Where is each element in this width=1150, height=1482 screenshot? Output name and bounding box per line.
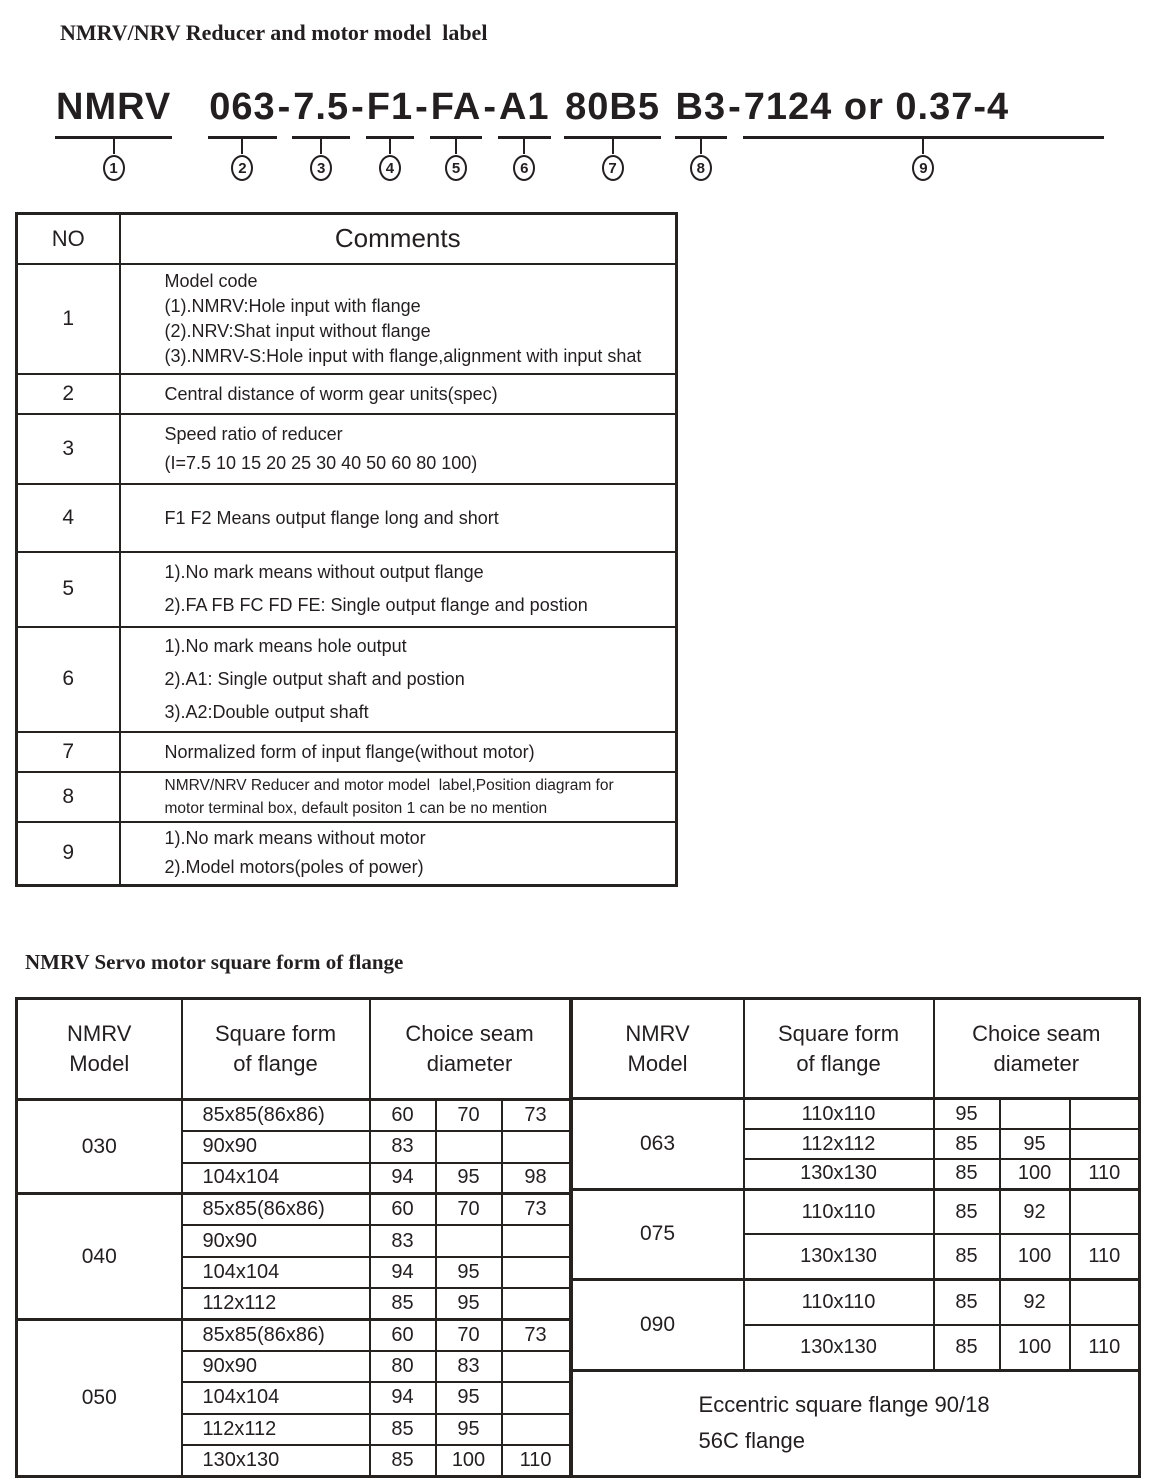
table-row	[17, 484, 677, 552]
diameter-cell: 83	[436, 1351, 502, 1382]
model-cell: 090	[572, 1280, 744, 1370]
table-row	[572, 1280, 1140, 1325]
header-line: NMRV	[625, 1020, 690, 1046]
marker-tick	[700, 139, 702, 154]
marker-circle: 7	[602, 155, 624, 181]
diameter-cell	[1070, 1129, 1140, 1159]
marker-circle: 4	[379, 155, 401, 181]
comment-line: Speed ratio of reducer	[164, 423, 343, 444]
table-row	[17, 772, 677, 822]
diameter-cell: 60	[370, 1320, 436, 1351]
model-segment	[208, 84, 276, 181]
table-row	[17, 414, 677, 484]
model-segment	[430, 84, 483, 181]
table-row	[17, 732, 677, 772]
model-cell: 050	[17, 1320, 182, 1477]
row-no: 3	[17, 414, 120, 484]
flange-cell: 85x85(86x86)	[182, 1100, 370, 1131]
marker-circle: 3	[310, 155, 332, 181]
model-segment-text: 80B5	[564, 84, 661, 139]
flange-table	[15, 997, 1141, 1478]
diameter-cell: 85	[934, 1280, 1000, 1325]
comment-line: NMRV/NRV Reducer and motor model label,Position diagram for	[164, 776, 614, 794]
diameter-cell: 110	[502, 1445, 570, 1476]
header-line: Model	[69, 1051, 130, 1077]
footer-note-line: 56C flange	[698, 1428, 805, 1454]
table-row	[17, 264, 677, 374]
diameter-cell	[502, 1131, 570, 1162]
comment-line: (1).NMRV:Hole input with flange	[164, 295, 421, 316]
diameter-cell: 95	[436, 1257, 502, 1288]
col-header-flange	[182, 999, 370, 1100]
row-no: 9	[17, 822, 120, 886]
table-row	[17, 822, 677, 886]
col-header-model	[572, 999, 744, 1099]
table-row	[17, 1100, 570, 1131]
col-header-flange	[744, 999, 934, 1099]
model-segment-text: F1	[366, 84, 414, 139]
comment-line: 2).A1: Single output shaft and postion	[164, 668, 465, 689]
diameter-cell: 73	[502, 1320, 570, 1351]
table-row	[17, 1320, 570, 1351]
marker-tick	[320, 139, 322, 154]
flange-cell: 85x85(86x86)	[182, 1194, 370, 1225]
diameter-cell: 110	[1070, 1159, 1140, 1189]
model-separator-text	[551, 84, 565, 136]
diameter-cell: 92	[1000, 1189, 1070, 1234]
model-separator-text	[661, 84, 675, 136]
flange-cell: 104x104	[182, 1257, 370, 1288]
model-separator	[551, 84, 565, 136]
marker-tick	[612, 139, 614, 154]
comments-table	[15, 212, 678, 887]
model-segment	[564, 84, 661, 181]
flange-cell: 112x112	[182, 1288, 370, 1319]
model-separator	[727, 84, 743, 136]
diameter-cell	[436, 1131, 502, 1162]
table-row	[572, 1099, 1140, 1129]
row-comment	[120, 732, 677, 772]
row-comment	[120, 822, 677, 886]
model-separator	[350, 84, 366, 136]
diameter-cell: 85	[370, 1445, 436, 1476]
model-cell: 063	[572, 1099, 744, 1189]
row-no: 7	[17, 732, 120, 772]
diameter-cell	[502, 1351, 570, 1382]
header-line: Square form	[777, 1020, 900, 1046]
diameter-cell: 70	[436, 1194, 502, 1225]
row-comment	[120, 374, 677, 414]
table-row	[17, 627, 677, 732]
marker-tick	[113, 139, 115, 154]
model-cell: 030	[17, 1100, 182, 1194]
flange-cell: 104x104	[182, 1163, 370, 1194]
diameter-cell: 85	[934, 1159, 1000, 1189]
diameter-cell: 70	[436, 1100, 502, 1131]
table-row	[572, 1189, 1140, 1234]
model-separator-text: -	[728, 86, 742, 128]
diameter-cell	[502, 1225, 570, 1256]
model-segment-text: NMRV	[55, 84, 172, 139]
diameter-cell: 85	[934, 1234, 1000, 1279]
diameter-cell: 94	[370, 1382, 436, 1413]
diameter-cell: 60	[370, 1194, 436, 1225]
model-segment-text: FA	[430, 84, 483, 139]
marker-circle: 6	[513, 155, 535, 181]
header-line: Choice seam	[972, 1020, 1101, 1046]
col-header-seam	[370, 999, 570, 1100]
diameter-cell: 110	[1070, 1234, 1140, 1279]
flange-cell: 90x90	[182, 1225, 370, 1256]
flange-cell: 112x112	[182, 1414, 370, 1445]
header-line: Model	[627, 1050, 688, 1076]
row-comment	[120, 627, 677, 732]
diameter-cell: 95	[1000, 1129, 1070, 1159]
diameter-cell: 83	[370, 1225, 436, 1256]
row-no: 5	[17, 552, 120, 627]
model-separator	[172, 84, 208, 90]
diameter-cell: 98	[502, 1163, 570, 1194]
flange-cell: 110x110	[744, 1189, 934, 1234]
flange-cell: 110x110	[744, 1099, 934, 1129]
model-segment-text: B3	[675, 84, 728, 139]
marker-tick	[455, 139, 457, 154]
header-line: of flange	[796, 1050, 881, 1076]
flange-cell: 112x112	[744, 1129, 934, 1159]
diameter-cell	[1070, 1099, 1140, 1129]
col-header-no: NO	[17, 214, 120, 264]
row-no: 6	[17, 627, 120, 732]
table-row	[17, 552, 677, 627]
row-no: 8	[17, 772, 120, 822]
model-segment	[675, 84, 728, 181]
flange-table-right	[571, 997, 1142, 1478]
flange-cell: 104x104	[182, 1382, 370, 1413]
flange-cell: 130x130	[744, 1159, 934, 1189]
comment-line: 1).No mark means without motor	[164, 828, 426, 849]
row-no: 1	[17, 264, 120, 374]
header-line: Choice seam	[405, 1021, 534, 1047]
diameter-cell: 85	[370, 1288, 436, 1319]
header-line: Square form	[214, 1021, 337, 1047]
flange-cell: 130x130	[744, 1325, 934, 1370]
col-header-seam	[934, 999, 1140, 1099]
comment-line: 2).FA FB FC FD FE: Single output flange and postion	[164, 595, 588, 615]
row-comment	[120, 772, 677, 822]
header-line: diameter	[426, 1051, 513, 1077]
table-header-row	[17, 214, 677, 264]
marker-circle: 2	[231, 155, 253, 181]
model-cell: 040	[17, 1194, 182, 1320]
diameter-cell: 95	[436, 1288, 502, 1319]
diameter-cell	[436, 1225, 502, 1256]
diameter-cell	[502, 1257, 570, 1288]
flange-cell: 130x130	[744, 1234, 934, 1279]
diameter-cell: 100	[1000, 1159, 1070, 1189]
marker-circle: 1	[103, 155, 125, 181]
diameter-cell: 73	[502, 1194, 570, 1225]
diameter-cell: 100	[436, 1445, 502, 1476]
header-line: of flange	[233, 1051, 318, 1077]
diameter-cell: 95	[934, 1099, 1000, 1129]
diameter-cell: 85	[370, 1414, 436, 1445]
diameter-cell: 60	[370, 1100, 436, 1131]
flange-cell: 90x90	[182, 1131, 370, 1162]
model-segment-text: 7.5	[292, 84, 350, 139]
diameter-cell: 73	[502, 1100, 570, 1131]
diameter-cell: 110	[1070, 1325, 1140, 1370]
model-separator-text: -	[351, 86, 365, 128]
diameter-cell: 95	[436, 1382, 502, 1413]
row-no: 4	[17, 484, 120, 552]
diameter-cell: 83	[370, 1131, 436, 1162]
footer-note-cell	[572, 1370, 1140, 1476]
flange-cell: 130x130	[182, 1445, 370, 1476]
model-separator-text: -	[415, 86, 429, 128]
model-cell: 075	[572, 1189, 744, 1279]
model-separator	[482, 84, 498, 136]
comment-line: Normalized form of input flange(without motor)	[164, 741, 535, 762]
flange-cell: 85x85(86x86)	[182, 1320, 370, 1351]
comment-line: (I=7.5 10 15 20 25 30 40 50 60 80 100)	[164, 452, 478, 473]
model-separator-text: -	[483, 86, 497, 128]
table-row	[17, 1194, 570, 1225]
model-code-line	[55, 84, 1104, 181]
model-segment-text: A1	[498, 84, 551, 139]
marker-tick	[389, 139, 391, 154]
table-footer-row	[572, 1370, 1140, 1476]
row-comment	[120, 414, 677, 484]
page-title: NMRV/NRV Reducer and motor model label	[60, 20, 488, 45]
model-segment	[55, 84, 172, 181]
model-segment	[498, 84, 551, 181]
diameter-cell	[502, 1414, 570, 1445]
flange-cell: 90x90	[182, 1351, 370, 1382]
comment-line: (2).NRV:Shat input without flange	[164, 320, 431, 341]
footer-note-line: Eccentric square flange 90/18	[698, 1392, 990, 1418]
model-segment	[292, 84, 350, 181]
row-comment	[120, 552, 677, 627]
diameter-cell: 100	[1000, 1325, 1070, 1370]
comment-line: Model code	[164, 270, 258, 291]
diameter-cell: 94	[370, 1163, 436, 1194]
diameter-cell: 85	[934, 1129, 1000, 1159]
marker-tick	[922, 139, 924, 154]
row-comment	[120, 484, 677, 552]
comment-line: F1 F2 Means output flange long and short	[164, 507, 499, 528]
comment-line: 3).A2:Double output shaft	[164, 701, 369, 722]
diameter-cell	[1070, 1189, 1140, 1234]
diameter-cell: 85	[934, 1325, 1000, 1370]
diameter-cell	[502, 1288, 570, 1319]
row-comment	[120, 264, 677, 374]
diameter-cell: 92	[1000, 1280, 1070, 1325]
header-line: NMRV	[67, 1021, 132, 1047]
model-segment	[743, 84, 1104, 181]
diameter-cell: 80	[370, 1351, 436, 1382]
comment-line: (3).NMRV-S:Hole input with flange,alignment with input shat	[164, 345, 642, 366]
diameter-cell	[1070, 1280, 1140, 1325]
table-header-row	[572, 999, 1140, 1099]
row-no: 2	[17, 374, 120, 414]
diameter-cell: 95	[436, 1414, 502, 1445]
model-separator	[277, 84, 293, 136]
diameter-cell: 70	[436, 1320, 502, 1351]
model-separator-text	[189, 84, 191, 90]
diameter-cell	[502, 1382, 570, 1413]
table-header-row	[17, 999, 570, 1100]
model-segment-text: 7124 or 0.37-4	[743, 84, 1104, 139]
flange-table-left	[15, 997, 571, 1478]
marker-circle: 8	[690, 155, 712, 181]
comment-line: 2).Model motors(poles of power)	[164, 857, 424, 878]
marker-tick	[241, 139, 243, 154]
model-segment	[366, 84, 414, 181]
marker-tick	[523, 139, 525, 154]
marker-circle: 9	[912, 155, 934, 181]
diameter-cell: 94	[370, 1257, 436, 1288]
header-line: diameter	[993, 1050, 1080, 1076]
model-segment-text: 063	[208, 84, 276, 139]
model-separator-text: -	[277, 86, 292, 128]
col-header-model	[17, 999, 182, 1100]
table-row	[17, 374, 677, 414]
diameter-cell: 85	[934, 1189, 1000, 1234]
diameter-cell: 100	[1000, 1234, 1070, 1279]
comment-line: 1).No mark means hole output	[164, 635, 407, 656]
comment-line: Central distance of worm gear units(spec)	[164, 383, 498, 404]
section-title: NMRV Servo motor square form of flange	[25, 950, 404, 974]
diameter-cell	[1000, 1099, 1070, 1129]
col-header-comments: Comments	[120, 214, 677, 264]
marker-circle: 5	[445, 155, 467, 181]
flange-cell: 110x110	[744, 1280, 934, 1325]
model-separator	[661, 84, 675, 136]
comment-line: motor terminal box, default positon 1 can be no mention	[164, 799, 548, 817]
diameter-cell: 95	[436, 1163, 502, 1194]
comment-line: 1).No mark means without output flange	[164, 562, 484, 582]
model-separator	[414, 84, 430, 136]
